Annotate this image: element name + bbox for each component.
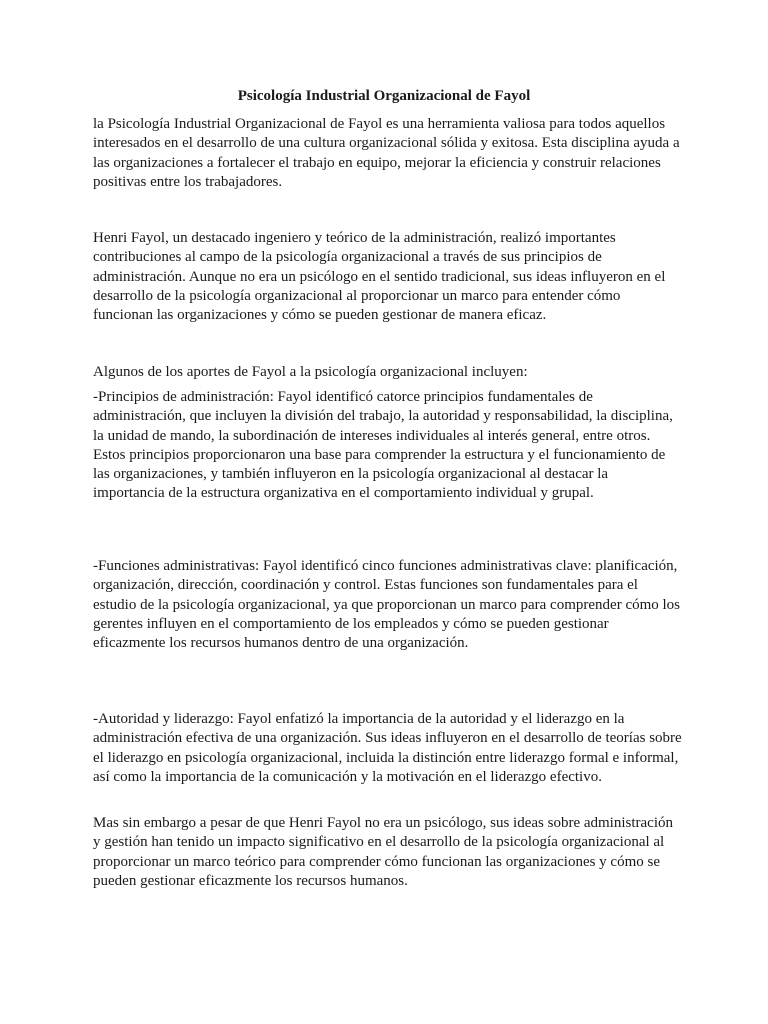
paragraph-principios: -Principios de administración: Fayol identificó catorce principios fundamentales de administración, que incluyen la división del trabajo, la autoridad y responsabilidad, la disciplina, la unidad de mando, la subordinación de intereses individuales al interés general, entre otros. Estos principios proporcionaron una base para comprender la estructura y el funcionamiento de las organizaciones, y también influyeron en la psicología organizacional al destacar la importancia de la estructura organizativa en el comportamiento individual y grupal. [93,389,673,502]
paragraph-autoridad: -Autoridad y liderazgo: Fayol enfatizó la importancia de la autoridad y el liderazgo en la administración efectiva de una organización. Sus ideas influyeron en el desarrollo de teorías sobre el liderazgo en psicología organizacional, incluida la distinción entre liderazgo formal e informal, así como la importancia de la comunicación y la motivación en el liderazgo efectivo. [93,711,682,785]
paragraph-henri-fayol: Henri Fayol, un destacado ingeniero y teórico de la administración, realizó importantes contribuciones al campo de la psicología organizacional a través de sus principios de administración. Aunque no era un psicólogo en el sentido tradicional, sus ideas influyeron en el desarrollo de la psicología organizacional al proporcionar un marco para entender cómo funcionan las organizaciones y cómo se pueden gestionar de manera eficaz. [93,230,666,324]
document-title: Psicología Industrial Organizacional de Fayol [237,88,531,104]
paragraph-conclusion: Mas sin embargo a pesar de que Henri Fayol no era un psicólogo, sus ideas sobre administración y gestión han tenido un impacto significativo en el desarrollo de la psicología organizacional al proporcionar un marco teórico para comprender cómo funcionan las organizaciones y cómo se pueden gestionar eficazmente los recursos humanos. [93,815,674,889]
paragraph-funciones: -Funciones administrativas: Fayol identificó cinco funciones administrativas clave: planificación, organización, dirección, coordinación y control. Estas funciones son fundamentales para el estudio de la psicología organizacional, ya que proporcionan un marco para comprender cómo los gerentes influyen en el comportamiento de los empleados y cómo se pueden gestionar eficazmente los recursos humanos dentro de una organización. [93,558,681,652]
paragraph-intro: la Psicología Industrial Organizacional de Fayol es una herramienta valiosa para todos aquellos interesados en el desarrollo de una cultura organizacional sólida y exitosa. Esta disciplina ayuda a las organizaciones a fortalecer el trabajo en equipo, mejorar la eficiencia y construir relaciones positivas entre los trabajadores. [93,116,680,190]
paragraph-aportes-intro: Algunos de los aportes de Fayol a la psicología organizacional incluyen: [93,364,528,380]
